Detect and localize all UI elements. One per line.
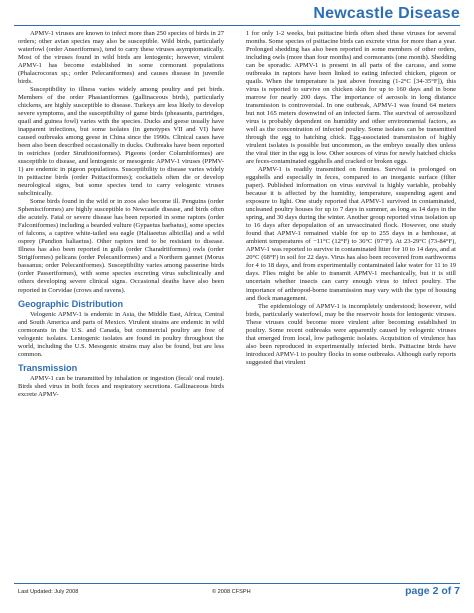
susceptibility-paragraph: Susceptibility to illness varies widely among poultry and pet birds. Members of the order Phasianiformes (gallinaceous birds), particularly chickens, are highly susceptible to disease. Turkeys are less likely to develop severe symptoms, and the susceptibility of game birds (pheasants, partridges, quail and guinea fowl) varies with the species. Ducks and geese usually have inapparent infections, but some isolates (in genotypes VII and VI) have caused outbreaks among geese in China since the 1990s. Clinical cases have been also been described occasionally in ducks. Outbreaks have been reported in ostriches (order Struthioniformes). Pigeons (order Columbiformes) are susceptible to disease, and lentogenic or mesogenic APMV-1 viruses (PPMV-1) are endemic in pigeon populations. Susceptibility to disease varies widely in psittacine birds (order Psittaciformes); cockatiels often die or develop neurological signs, but some species tend to carry velogenic viruses subclinically.	[18, 86, 224, 198]
geographic-distribution-paragraph: Velogenic APMV-1 is endemic in Asia, the Middle East, Africa, Central and South America and parts of Mexico. Virulent strains are endemic in wild cormorants in the U.S. and Canada, but commercial poultry are free of velogenic isolates. Lentogenic isolates are found in poultry throughout the world, including the U.S. Mesogenic strains may also be found, but are less common.	[18, 310, 224, 358]
right-column	[246, 30, 456, 367]
shedding-paragraph: 1 for only 1-2 weeks, but psittacine birds often shed these viruses for several months. Some species of psittacine birds can excrete virus for more than a year. Prolonged shedding has also been reported in some members of other orders, including owls (more than four months) and cormorants (one month). Shedding can be sporadic. APMV-1 is present in all parts of the carcass, and some outbreaks in raptors have been linked to eating infected chicken, pigeon or quails. When the temperature is just above freezing (1-2°C [34-35°F]), this virus is reported to survive on chicken skin for up to 160 days and in bone marrow for nearly 200 days. The importance of aerosols in long distance transmission is controversial. In one outbreak, APMV-1 was found 64 meters but not 165 meters downwind of an infected farm. The survival of aerosolized virus is probably dependent on humidity and other environmental factors, as well as the concentration of infected poultry. Some isolates can be transmitted through the egg to hatching chick. Egg-associated transmission of highly virulent isolates is possible but uncommon, as the embryo usually dies unless the viral titer in the egg is low. Other sources of virus for newly hatched chicks are feces-contaminated eggshells and cracked or broken eggs.	[246, 30, 456, 166]
header-divider	[14, 25, 460, 26]
copyright-text: © 2008 CFSPH	[212, 589, 251, 595]
footer-divider	[14, 583, 460, 584]
wild-birds-paragraph: Some birds found in the wild or in zoos also become ill. Penguins (order Sphenisciformes) are highly susceptible to Newcastle disease, and birds often die acutely. Fatal or severe disease has been reported in some raptors (order Falconiformes) including a bearded vulture (Gypaetus barbatus), some species of falcons, a captive white-tailed sea eagle (Haliaeetus albicilla) and a wild osprey (Pandion haliaetus). Other raptors tend to be resistant to disease. Illness has also been reported in gulls (order Charadriiformes) owls (order Strigiformes) pelicans (order Pelecaniformes) and a Northern gannet (Morus bassanus; order Pelecaniformes). Susceptibility varies among passerine birds (order Passeriformes), with some species excreting virus subclinically and others developing severe clinical signs. Occasional deaths have also been reported in Corvidae (crows and ravens).	[18, 198, 224, 294]
page-number: page 2 of 7	[405, 585, 460, 597]
left-column	[18, 30, 224, 399]
fomites-paragraph: APMV-1 is readily transmitted on fomites. Survival is prolonged on eggshells and especially in feces, compared to an inorganic surface (filter paper). Published information on virus survival is highly variable, probably because it is affected by the humidity, temperature, suspending agent and exposure to light. One study reported that APMV-1 survived in contaminated, uncleaned poultry houses for up to 7 days in summer, as long as 14 days in the spring, and 30 days during the winter. Another group reported virus isolation up to 16 days after depopulation of an unvaccinated flock. However, one study found that APMV-1 remained viable for up to 255 days in a henhouse, at ambient temperatures of −11°C (12°F) to 36°C (97°F). At 23-29°C (73-84°F), APMV-1 was reported to survive in contaminated litter for 10 to 14 days, and at 20°C (68°F) in soil for 22 days. Virus has also been recovered from earthworms for 4 to 18 days, and from experimentally contaminated lake water for 11 to 19 days. Flies might be able to transmit APMV-1 mechanically, but it is still uncertain whether insects can carry enough virus to infect poultry. The importance of arthropod-borne transmission may vary with the type of housing and flock management.	[246, 166, 456, 302]
epidemiology-paragraph: The epidemiology of APMV-1 is incompletely understood; however, wild birds, particularly waterfowl, may be the reservoir hosts for lentogenic viruses. These viruses could become more virulent after becoming established in poultry. Some recent outbreaks were apparently caused by velogenic viruses that emerged from local, low pathogenic isolates. Acquisition of virulence has also been reproduced in experimentally infected birds. Psittacine birds have introduced APMV-1 to poultry flocks in some outbreaks. Although early reports suggested that virulent	[246, 302, 456, 366]
transmission-heading: Transmission	[18, 362, 78, 373]
page-title: Newcastle Disease	[313, 5, 460, 22]
host-range-paragraph: APMV-1 viruses are known to infect more than 250 species of birds in 27 orders; other avian species may also be susceptible. Wild birds, particularly waterfowl (order Anseriformes), tend to carry these viruses asymptomatically. Most of the viruses found in wild birds are lentogenic; however, virulent APMV-1 has become established in some cormorant populations (Phalacrocorax sp.; order Pelecaniformes) and causes disease in juvenile birds.	[18, 30, 224, 86]
last-updated-text: Last Updated: July 2008	[18, 589, 79, 595]
geographic-distribution-heading: Geographic Distribution	[18, 298, 124, 309]
transmission-paragraph: APMV-1 can be transmitted by inhalation or ingestion (fecal/ oral route). Birds shed virus in both feces and respiratory secretions. Gallinaceous birds excrete APMV-	[18, 374, 224, 398]
